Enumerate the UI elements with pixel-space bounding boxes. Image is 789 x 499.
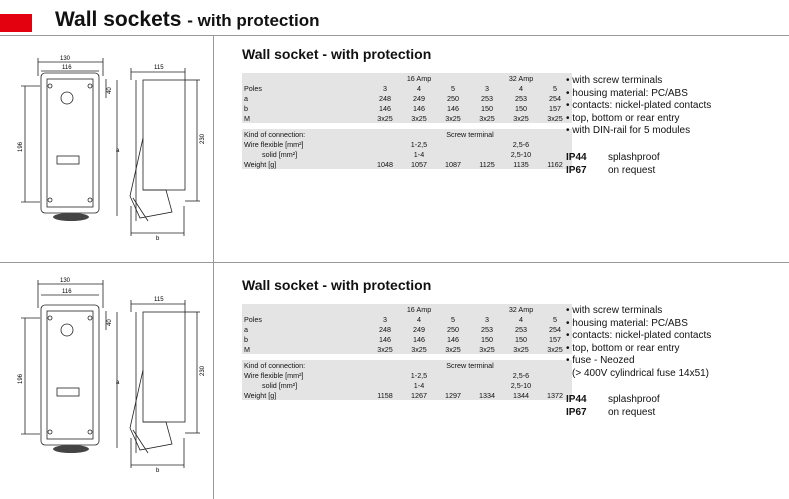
dim-130: 130 <box>60 278 71 284</box>
section-title: Wall socket - with protection <box>242 277 432 293</box>
dim-115: 115 <box>154 65 164 71</box>
list-item: • contacts: nickel-plated contacts <box>566 330 712 342</box>
section-title: Wall socket - with protection <box>242 46 432 62</box>
feature-list <box>566 75 711 138</box>
dim-40: 40 <box>107 319 113 326</box>
column-divider <box>213 36 214 499</box>
dim-130: 130 <box>60 56 71 62</box>
list-item: (> 400V cylindrical fuse 14x51) <box>572 367 710 379</box>
group-16-amp: 16 Amp <box>368 73 470 83</box>
table-row: a 248 249 250 253 253 254 <box>242 93 572 103</box>
list-item: • with screw terminals <box>566 75 663 86</box>
table-row: b 146 146 146 150 150 157 <box>242 334 572 344</box>
brand-accent-bar <box>0 14 32 32</box>
ip-rating-row: IP44 splashproof <box>566 152 660 163</box>
ip-rating-row: IP44 splashproof <box>566 394 660 405</box>
list-item: • top, bottom or rear entry <box>566 342 680 354</box>
spec-table <box>242 73 572 169</box>
page-title: Wall sockets - with protection <box>55 8 320 31</box>
dim-116: 116 <box>62 289 72 295</box>
dim-b: b <box>156 236 160 242</box>
group-16-amp: 16 Amp <box>368 304 470 314</box>
table-row: Poles 3 4 5 3 4 5 <box>242 314 572 324</box>
table-row: Wire flexible [mm²] 1-2,5 2,5-6 <box>242 370 572 380</box>
feature-list <box>566 305 711 381</box>
technical-drawing-1 <box>0 36 212 262</box>
dim-a: a <box>116 380 120 386</box>
section-divider <box>0 262 789 263</box>
ip-rating-row: IP67 on request <box>566 406 656 418</box>
ip-ratings <box>566 152 660 177</box>
group-32-amp: 32 Amp <box>470 73 572 83</box>
spec-table <box>242 304 572 400</box>
list-item: • top, bottom or rear entry <box>566 112 680 124</box>
list-item: • fuse - Neozed <box>566 355 635 367</box>
dim-196: 196 <box>18 141 24 152</box>
table-row: a 248 249 250 253 253 254 <box>242 324 572 334</box>
list-item: • with screw terminals <box>566 305 663 316</box>
table-row: Kind of connection: Screw terminal <box>242 129 572 139</box>
table-row: M 3x25 3x25 3x25 3x25 3x25 3x25 <box>242 113 572 123</box>
table-row: Poles 3 4 5 3 4 5 <box>242 83 572 93</box>
dim-40: 40 <box>107 87 113 94</box>
dim-b: b <box>156 468 160 474</box>
table-row: Weight [g] 1158 1267 1297 1334 1344 1372 <box>242 390 572 400</box>
dim-115: 115 <box>154 297 164 303</box>
dim-a: a <box>116 148 120 154</box>
dim-116: 116 <box>62 65 72 71</box>
ip-ratings <box>566 394 660 419</box>
dim-230: 230 <box>200 365 206 376</box>
list-item: • housing material: PC/ABS <box>566 317 688 329</box>
table-row: b 146 146 146 150 150 157 <box>242 103 572 113</box>
table-row: M 3x25 3x25 3x25 3x25 3x25 3x25 <box>242 344 572 354</box>
dim-230: 230 <box>200 133 206 144</box>
list-item: • housing material: PC/ABS <box>566 87 688 99</box>
list-item: • with DIN-rail for 5 modules <box>566 125 691 137</box>
table-header-row <box>242 304 572 314</box>
dim-196: 196 <box>18 373 24 384</box>
table-row: Kind of connection: Screw terminal <box>242 360 572 370</box>
table-header-row <box>242 73 572 83</box>
table-row: solid [mm²] 1-4 2,5-10 <box>242 149 572 159</box>
ip-rating-row: IP67 on request <box>566 164 656 176</box>
technical-drawing-2 <box>0 268 212 494</box>
group-32-amp: 32 Amp <box>470 304 572 314</box>
table-row: Wire flexible [mm²] 1-2,5 2,5-6 <box>242 139 572 149</box>
list-item: • contacts: nickel-plated contacts <box>566 100 712 112</box>
table-row: solid [mm²] 1-4 2,5-10 <box>242 380 572 390</box>
table-row: Weight [g] 1048 1057 1087 1125 1135 1162 <box>242 159 572 169</box>
